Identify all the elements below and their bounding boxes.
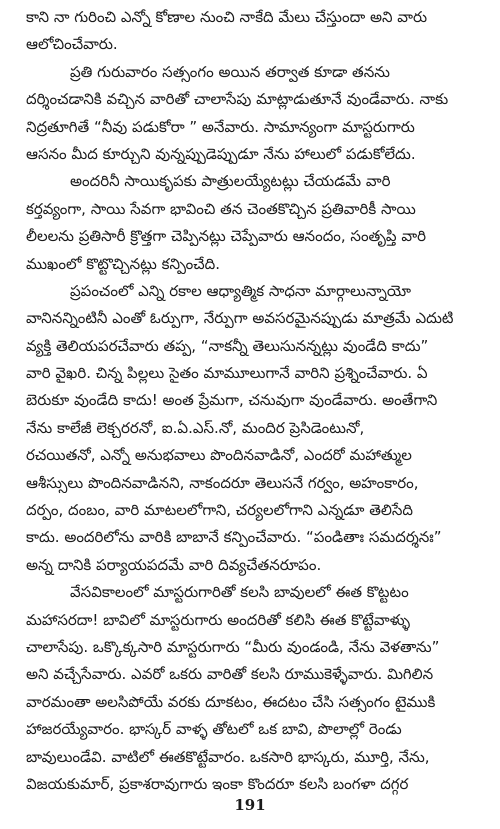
text-line: దర్పం, దంబం, వారి మాటలలోగాని, చర్యలలోగాని ఎన్నడూ తెలిసేది [26,501,413,520]
text-line: ఆలోచించేవారు. [26,35,118,54]
text-line: వారి వైఖరి. చిన్న పిల్లలు సైతం మామూలుగానే వారిని ప్రశ్నించేవారు. ఏ [26,364,428,383]
body-text [26,4,486,798]
text-line: వ్యక్తి తెలియపరచేవారు తప్ప, “నాకన్నీ తెలుసునన్నట్లు వుండేది కాదు” [26,336,429,355]
text-line: అన్న దానికి పర్యాయపదమే వారి దివ్యచేతనరూపం. [26,555,322,574]
text-line: ఆసనం మీద కూర్చుని వున్నప్పుడెప్పుడూ నేను హాలులో పడుకోలేదు. [26,144,416,163]
text-line: నిద్రతూగితే “నీవు పడుకోరా ” అనేవారు. సామాన్యంగా మాస్టరుగారు [26,117,415,136]
text-line: రచయితనో, ఎన్నో అనుభవాలు పొందినవాడినో, ఎందరో మహాత్ముల [26,446,412,465]
paragraph-start-line: ప్రతి గురువారం సత్సంగం అయిన తర్వాత కూడా తనను [70,62,390,81]
text-line: కర్తవ్యంగా, సాయి సేవగా భావించి తన చెంతకొచ్చిన ప్రతివారికీ సాయి [26,199,416,218]
text-line: దర్శించడానికి వచ్చిన వారితో చాలాసేపు మాట్లాడుతూనే వుండేవారు. నాకు [26,90,449,109]
paragraph-start-line: అందరినీ సాయికృపకు పాత్రులయ్యేటట్లు చేయడమే వారి [70,172,391,191]
text-line: నేను కాలేజీ లెక్చరరనో, ఐ.ఏ.ఎస్.నో, మందిర ప్రెసిడెంటునో, [26,418,365,437]
text-line: ఆశీస్సులు పొందినవాడినని, నాకందరూ తెలుసనే గర్వం, అహంకారం, [26,473,419,492]
text-line: లీలలను ప్రతిసారీ క్రొత్తగా చెప్పినట్లు చెప్పేవారు ఆనందం, సంతృప్తి వారి [26,227,426,246]
paragraph-start-line: ప్రపంచంలో ఎన్ని రకాల ఆధ్యాత్మిక సాధనా మార్గాలున్నాయో [70,281,412,300]
text-line: హాజరయ్యేవారం. భాస్కర్ వాళ్ళ తోటలో ఒక బావి, పొలాల్లో రెండు [26,720,402,739]
text-line: వారమంతా అలసిపోయే వరకు దూకటం, ఈదటం చేసి సత్సంగం టైముకి [26,692,436,711]
text-line: మహాసరదా! బావిలో మాస్టరుగారు అందరితో కలిసి ఈత కొట్టేవాళ్ళు [26,610,411,629]
text-line: అని వచ్చేసేవారు. ఎవరో ఒకరు వారితో కలసి రూముకెళ్ళేవారు. మిగిలిన [26,665,434,684]
paragraph-start-line: వేసవికాలంలో మాస్టరుగారితో కలసి బావులలో ఈత కొట్టటం [70,583,409,602]
text-line: బెరుకూ వుండేది కాదు! అంత ప్రేమగా, చనువుగా వుండేవారు. అంతేగాని [26,391,438,410]
text-line: విజయకుమార్, ప్రకాశరావుగారు ఇంకా కొందరూ కలసి బంగళా దగ్గర [26,774,409,793]
text-line: ముఖంలో కొట్టొచ్చినట్లు కన్పించేది. [26,254,221,273]
page-number: 191 [234,796,266,814]
text-line: కాని నా గురించి ఎన్నో కోణాల నుంచి నాకేది మేలు చేస్తుందా అని వారు [26,8,428,26]
text-line: బావులుండేవి. వాటిలో ఈతకొట్టేవారం. ఒకసారి భాస్కరు, మూర్తి, నేను, [26,747,430,766]
text-line: వానినన్నింటినీ ఎంతో ఓర్పుగా, నేర్పుగా అవసరమైనప్పుడు మాత్రమే ఎదుటి [26,309,454,328]
text-line: కాదు. అందరిలోను వారికి బాబానే కన్పించేవారు. “పండితాః సమదర్శనః” [26,528,442,547]
text-line: చాలాసేపు. ఒక్కొక్కసారి మాస్టరుగారు “మీరు వుండండి, నేను వెళతాను” [26,637,440,656]
